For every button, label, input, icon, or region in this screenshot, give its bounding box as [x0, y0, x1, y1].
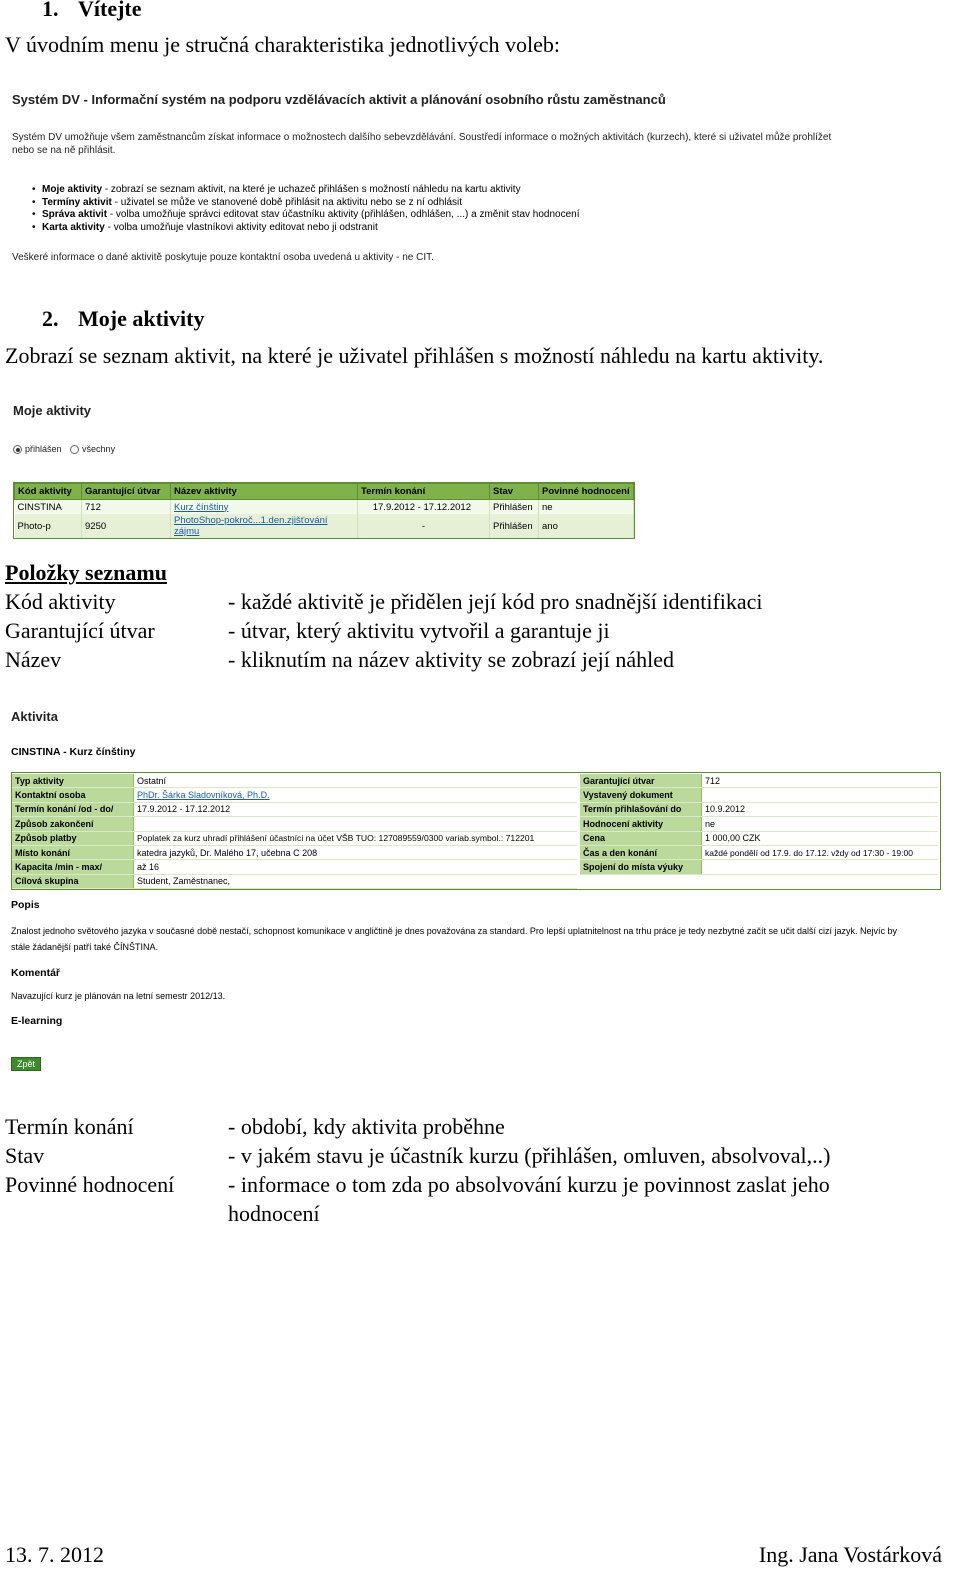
polozky-value: - kliknutím na název aktivity se zobrazí její náhled: [228, 647, 674, 672]
moje-aktivity-table-frame: [13, 482, 635, 539]
footer-author: Ing. Jana Vostárková: [758, 1542, 942, 1567]
polozky2-value: - období, kdy aktivita proběhne: [228, 1114, 505, 1139]
welcome-title: Systém DV - Informační systém na podporu vzdělávacích aktivit a plánování osobního růstu zaměstnanců: [12, 92, 666, 107]
section-2-heading: [42, 306, 204, 332]
section-2-intro: Zobrazí se seznam aktivit, na které je uživatel přihlášen s možností náhledu na kartu aktivity.: [5, 343, 824, 368]
back-button[interactable]: Zpět: [11, 1057, 41, 1071]
polozky2-item: [5, 1199, 945, 1228]
komentar-label: Komentář: [11, 967, 61, 979]
aktivita-right-table: [580, 774, 938, 875]
polozky2-key: Povinné hodnocení: [5, 1172, 175, 1197]
polozky-key: Kód aktivity: [5, 589, 116, 614]
welcome-item-karta: • Karta aktivity - volba umožňuje vlastníkovi aktivity editovat nebo ji odstranit: [42, 222, 842, 235]
aktivita-subtitle: CINSTINA - Kurz čínštiny: [11, 746, 136, 758]
welcome-screenshot: [12, 92, 842, 263]
polozky2-key: Termín konání: [5, 1114, 134, 1139]
detail-key: Termín konání /od - do/: [12, 802, 134, 816]
radio-off-icon: [70, 445, 79, 454]
popis-label: Popis: [11, 899, 40, 911]
section-2-title: Moje aktivity: [78, 306, 205, 331]
welcome-item-sprava: • Správa aktivit - volba umožňuje správci editovat stav účastníku aktivity (přihlášen, odhlášen, ...) a změnit stav hodnocení: [42, 209, 842, 222]
cell-stav: Přihlášen: [490, 500, 539, 515]
polozky2-section: [5, 1112, 945, 1228]
polozky2-item: [5, 1170, 945, 1199]
welcome-note: Veškeré informace o dané aktivitě poskytuje pouze kontaktní osoba uvedená u aktivity - ne CIT.: [12, 252, 434, 263]
cell-termin: 17.9.2012 - 17.12.2012: [358, 500, 490, 515]
detail-value: každé pondělí od 17.9. do 17.12. vždy od 17:30 - 19:00: [702, 845, 939, 859]
cell-kod: CINSTINA: [15, 500, 82, 515]
polozky-title: Položky seznamu: [5, 560, 167, 585]
detail-value: Student, Zaměstnanec,: [134, 874, 578, 888]
detail-value: 10.9.2012: [702, 802, 939, 816]
radio-vsechny[interactable]: všechny: [70, 444, 115, 454]
welcome-list: [12, 184, 842, 234]
table-row: [15, 514, 634, 538]
polozky-item: [5, 616, 935, 645]
polozky-value: - útvar, který aktivitu vytvořil a garantuje ji: [228, 618, 610, 643]
detail-value: 17.9.2012 - 17.12.2012: [134, 802, 578, 816]
welcome-paragraph: Systém DV umožňuje všem zaměstnancům získat informace o možnostech dalšího sebevzdělávání. Soustředí informace o možných aktivitách (kurzech), které si uživatel může prohlížet nebo se na ně přihlásit.: [12, 132, 832, 156]
col-nazev[interactable]: Název aktivity: [171, 484, 358, 500]
detail-value: Ostatní: [134, 774, 578, 788]
detail-key: Čas a den konání: [580, 845, 702, 859]
cell-nazev: [171, 500, 358, 515]
detail-value: Poplatek za kurz uhradí přihlášení účastníci na účet VŠB TUO: 127089559/0300 variab.symbol.: 712201: [134, 831, 578, 845]
aktivita-left-table: [12, 774, 577, 889]
komentar-text: Navazující kurz je plánován na letní semestr 2012/13.: [11, 991, 226, 1001]
radio-on-icon: [13, 445, 22, 454]
table-row: [15, 500, 634, 515]
detail-value: 1 000,00 CZK: [702, 831, 939, 845]
cell-utvar: 712: [82, 500, 171, 515]
section-1-heading: [42, 0, 142, 22]
footer-date: 13. 7. 2012: [5, 1542, 104, 1567]
cell-nazev: [171, 514, 358, 538]
detail-key: Kapacita /min - max/: [12, 860, 134, 874]
col-stav[interactable]: Stav: [490, 484, 539, 500]
section-1-title: Vítejte: [78, 0, 142, 21]
col-hodnoceni[interactable]: Povinné hodnocení: [539, 484, 634, 500]
polozky2-value: hodnocení: [228, 1201, 320, 1226]
welcome-item-moje: • Moje aktivity - zobrazí se seznam aktivit, na které je uchazeč přihlášen s možností náhledu na kartu aktivity: [42, 184, 842, 197]
detail-key: Způsob platby: [12, 831, 134, 845]
polozky-item: [5, 587, 935, 616]
moje-aktivity-title: Moje aktivity: [13, 403, 92, 418]
moje-aktivity-screenshot: [13, 403, 115, 454]
detail-key: Způsob zakončení: [12, 817, 134, 831]
detail-key: Místo konání: [12, 845, 134, 859]
filter-radios: [13, 444, 115, 454]
detail-key: Garantující útvar: [580, 774, 702, 788]
polozky-section: [5, 558, 935, 674]
detail-key: Hodnocení aktivity: [580, 817, 702, 831]
activity-link[interactable]: PhotoShop-pokroč...1.den.zjišťování zájmu: [174, 515, 328, 537]
detail-value: ne: [702, 817, 939, 831]
detail-key: Termín přihlašování do: [580, 802, 702, 816]
detail-value: [702, 788, 939, 802]
section-1-intro: V úvodním menu je stručná charakteristika jednotlivých voleb:: [5, 32, 560, 57]
polozky2-item: [5, 1141, 945, 1170]
detail-value: katedra jazyků, Dr. Malého 17, učebna C 208: [134, 845, 578, 859]
cell-stav: Přihlášen: [490, 514, 539, 538]
aktivita-detail-frame: [11, 772, 941, 890]
cell-termin: -: [358, 514, 490, 538]
detail-value: až 16: [134, 860, 578, 874]
detail-key: Cílová skupina: [12, 874, 134, 888]
detail-key: Spojení do místa výuky: [580, 860, 702, 874]
col-termin[interactable]: Termín konání: [358, 484, 490, 500]
polozky2-value: - v jakém stavu je účastník kurzu (přihlášen, omluven, absolvoval,..): [228, 1143, 831, 1168]
activity-link[interactable]: Kurz čínštiny: [174, 501, 229, 513]
cell-kod: Photo-p: [15, 514, 82, 538]
detail-key: Cena: [580, 831, 702, 845]
cell-utvar: 9250: [82, 514, 171, 538]
detail-key: Kontaktní osoba: [12, 788, 134, 802]
cell-hodnoceni: ano: [539, 514, 634, 538]
cell-hodnoceni: ne: [539, 500, 634, 515]
contact-person-link[interactable]: PhDr. Šárka Sladovníková, Ph.D.: [137, 790, 270, 801]
detail-key: Typ aktivity: [12, 774, 134, 788]
col-utvar[interactable]: Garantující útvar: [82, 484, 171, 500]
polozky2-item: [5, 1112, 945, 1141]
radio-prihlasen[interactable]: přihlášen: [13, 444, 62, 454]
polozky-value: - každé aktivitě je přidělen její kód pro snadnější identifikaci: [228, 589, 763, 614]
col-kod[interactable]: Kód aktivity: [15, 484, 82, 500]
detail-value: [702, 860, 939, 874]
moje-aktivity-table: [14, 483, 634, 538]
polozky2-key: [5, 1199, 228, 1228]
welcome-item-terminy: • Termíny aktivit - uživatel se může ve stanovené době přihlásit na aktivitu nebo se z ní odhlásit: [42, 197, 842, 210]
polozky2-value: - informace o tom zda po absolvování kurzu je povinnost zaslat jeho: [228, 1172, 830, 1197]
elearning-label: E-learning: [11, 1015, 63, 1027]
aktivita-title: Aktivita: [11, 709, 58, 724]
polozky-key: Název: [5, 647, 62, 672]
polozky-item: [5, 645, 935, 674]
polozky-key: Garantující útvar: [5, 618, 155, 643]
popis-text: Znalost jednoho světového jazyka v současné době nestačí, schopnost komunikace v angličtině je dnes považována za standard. Pro lepší uplatnitelnost na trhu práce je tedy nezbytné začít se učit další cizí jazyk. Nejvíc by stále žádanější patří také ČÍNŠTINA.: [11, 926, 898, 952]
section-1-number: 1.: [42, 0, 59, 21]
detail-key: Vystavený dokument: [580, 788, 702, 802]
polozky2-key: Stav: [5, 1143, 45, 1168]
table-header-row: [15, 484, 634, 500]
detail-value: 712: [702, 774, 939, 788]
section-2-number: 2.: [42, 306, 59, 331]
detail-value: [134, 817, 578, 831]
